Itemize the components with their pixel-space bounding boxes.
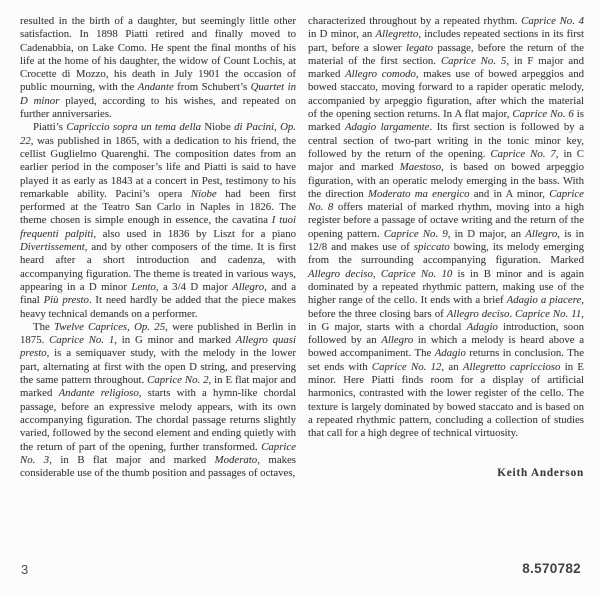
paragraph: The Twelve Caprices, Op. 25, were published in Berlin in 1875. Caprice No. 1, in G minor and marked Allegro quasi presto, is a semiquaver study, with the melody in the lower part, alternating at first with the open D string, and preserving the same pattern throughout. Caprice No. 2, in E flat major and marked Andante religioso, starts with a hymn-like chordal passage, before an expressive melody appears, with its own accompanying figuration. The chordal passage returns slightly varied, followed by the second element and ending quietly with the return of part of the opening, further transformed. Caprice No. 3, in B flat major and marked Moderato, makes considerable use of the thumb position and passages of octaves, (20, 320, 297, 480)
paragraph: resulted in the birth of a daughter, but seemingly little other satisfaction. In 1898 Piatti retired and finally moved to Cadenabbia, on Lake Como. He spent the final months of his life at the home of his daughter, the widow of Count Lochis, at Crocette di Mozzo, his death in July 1901 the occasion of public mourning, with the Andante from Schubert’s Quartet in D minor played, according to his wishes, and repeated on further anniversaries. (20, 15, 297, 121)
right-column-text (308, 15, 584, 441)
paragraph: characterized throughout by a repeated rhythm. Caprice No. 4 in D minor, an Allegretto, includes repeated sections in its first part, before a slower legato passage, before the return of the material of the first section. Caprice No. 5, in F major and marked Allegro comodo, makes use of bowed arpeggios and bowed staccato, moving forward to a rapider operatic melody, accompanied by arpeggio figuration, after which the material of the opening section returns. In A flat major, Caprice No. 6 is marked Adagio largamente. Its first section is followed by a central section of two-part writing in the tonic minor key, followed by the return of the opening. Caprice No. 7, in C major and marked Maestoso, is based on bowed arpeggio figuration, with an operatic melody emerging in the bass. With the direction Moderato ma energico and in A minor, Caprice No. 8 offers material of marked rhythm, moving into a high register before a passage of octave writing and the return of the opening pattern. Caprice No. 9, in D major, an Allegro, is in 12/8 and makes use of spiccato bowing, its melody emerging from the surrounding accompanying figuration. Marked Allegro deciso, Caprice No. 10 is in B minor and is again dominated by a repeated rhythmic pattern, making use of the higher range of the cello. It ends with a brief Adagio a piacere, before the three closing bars of Allegro deciso. Caprice No. 11, in G major, starts with a chordal Adagio introduction, soon followed by an Allegro in which a melody is heard above a bowed accompaniment. The Adagio returns in conclusion. The set ends with Caprice No. 12, an Allegretto capriccioso in E minor. Here Piatti finds room for a display of artificial harmonics, contrasted with the lower register of the cello. The texture is largely dominated by bowed staccato and is based on a repeated rhythmic pattern, concluding a collection of studies that call for a high degree of technical virtuosity. (308, 15, 585, 440)
catalog-number: 8.570782 (522, 561, 581, 576)
left-column (20, 15, 296, 480)
paragraph: Piatti’s Capriccio sopra un tema della Niobe di Pacini, Op. 22, was published in 1865, with a dedication to his friend, the cellist Guglielmo Quarenghi. The composition dates from an earlier period in the composer’s life and Piatti is said to have played it as early as 1843 at a concert in Pest, testimony to his remarkable ability. Pacini’s opera Niobe had been first performed at the Teatro San Carlo in Naples in 1826. The theme chosen is simple enough in essence, the cavatina I tuoi frequenti palpiti, also used in 1836 by Liszt for a piano Divertissement, and by other composers of the time. It is first heard after a short introduction and cadenza, with accompanying figuration. The theme is treated in various ways, appearing in a D minor Lento, a 3/4 D major Allegro, and a final Più presto. It need hardly be added that the piece makes heavy technical demands on a performer. (20, 121, 297, 320)
text-columns (20, 15, 584, 480)
page-number: 3 (21, 562, 29, 577)
author-credit: Keith Anderson (497, 466, 584, 479)
right-column (308, 15, 584, 480)
